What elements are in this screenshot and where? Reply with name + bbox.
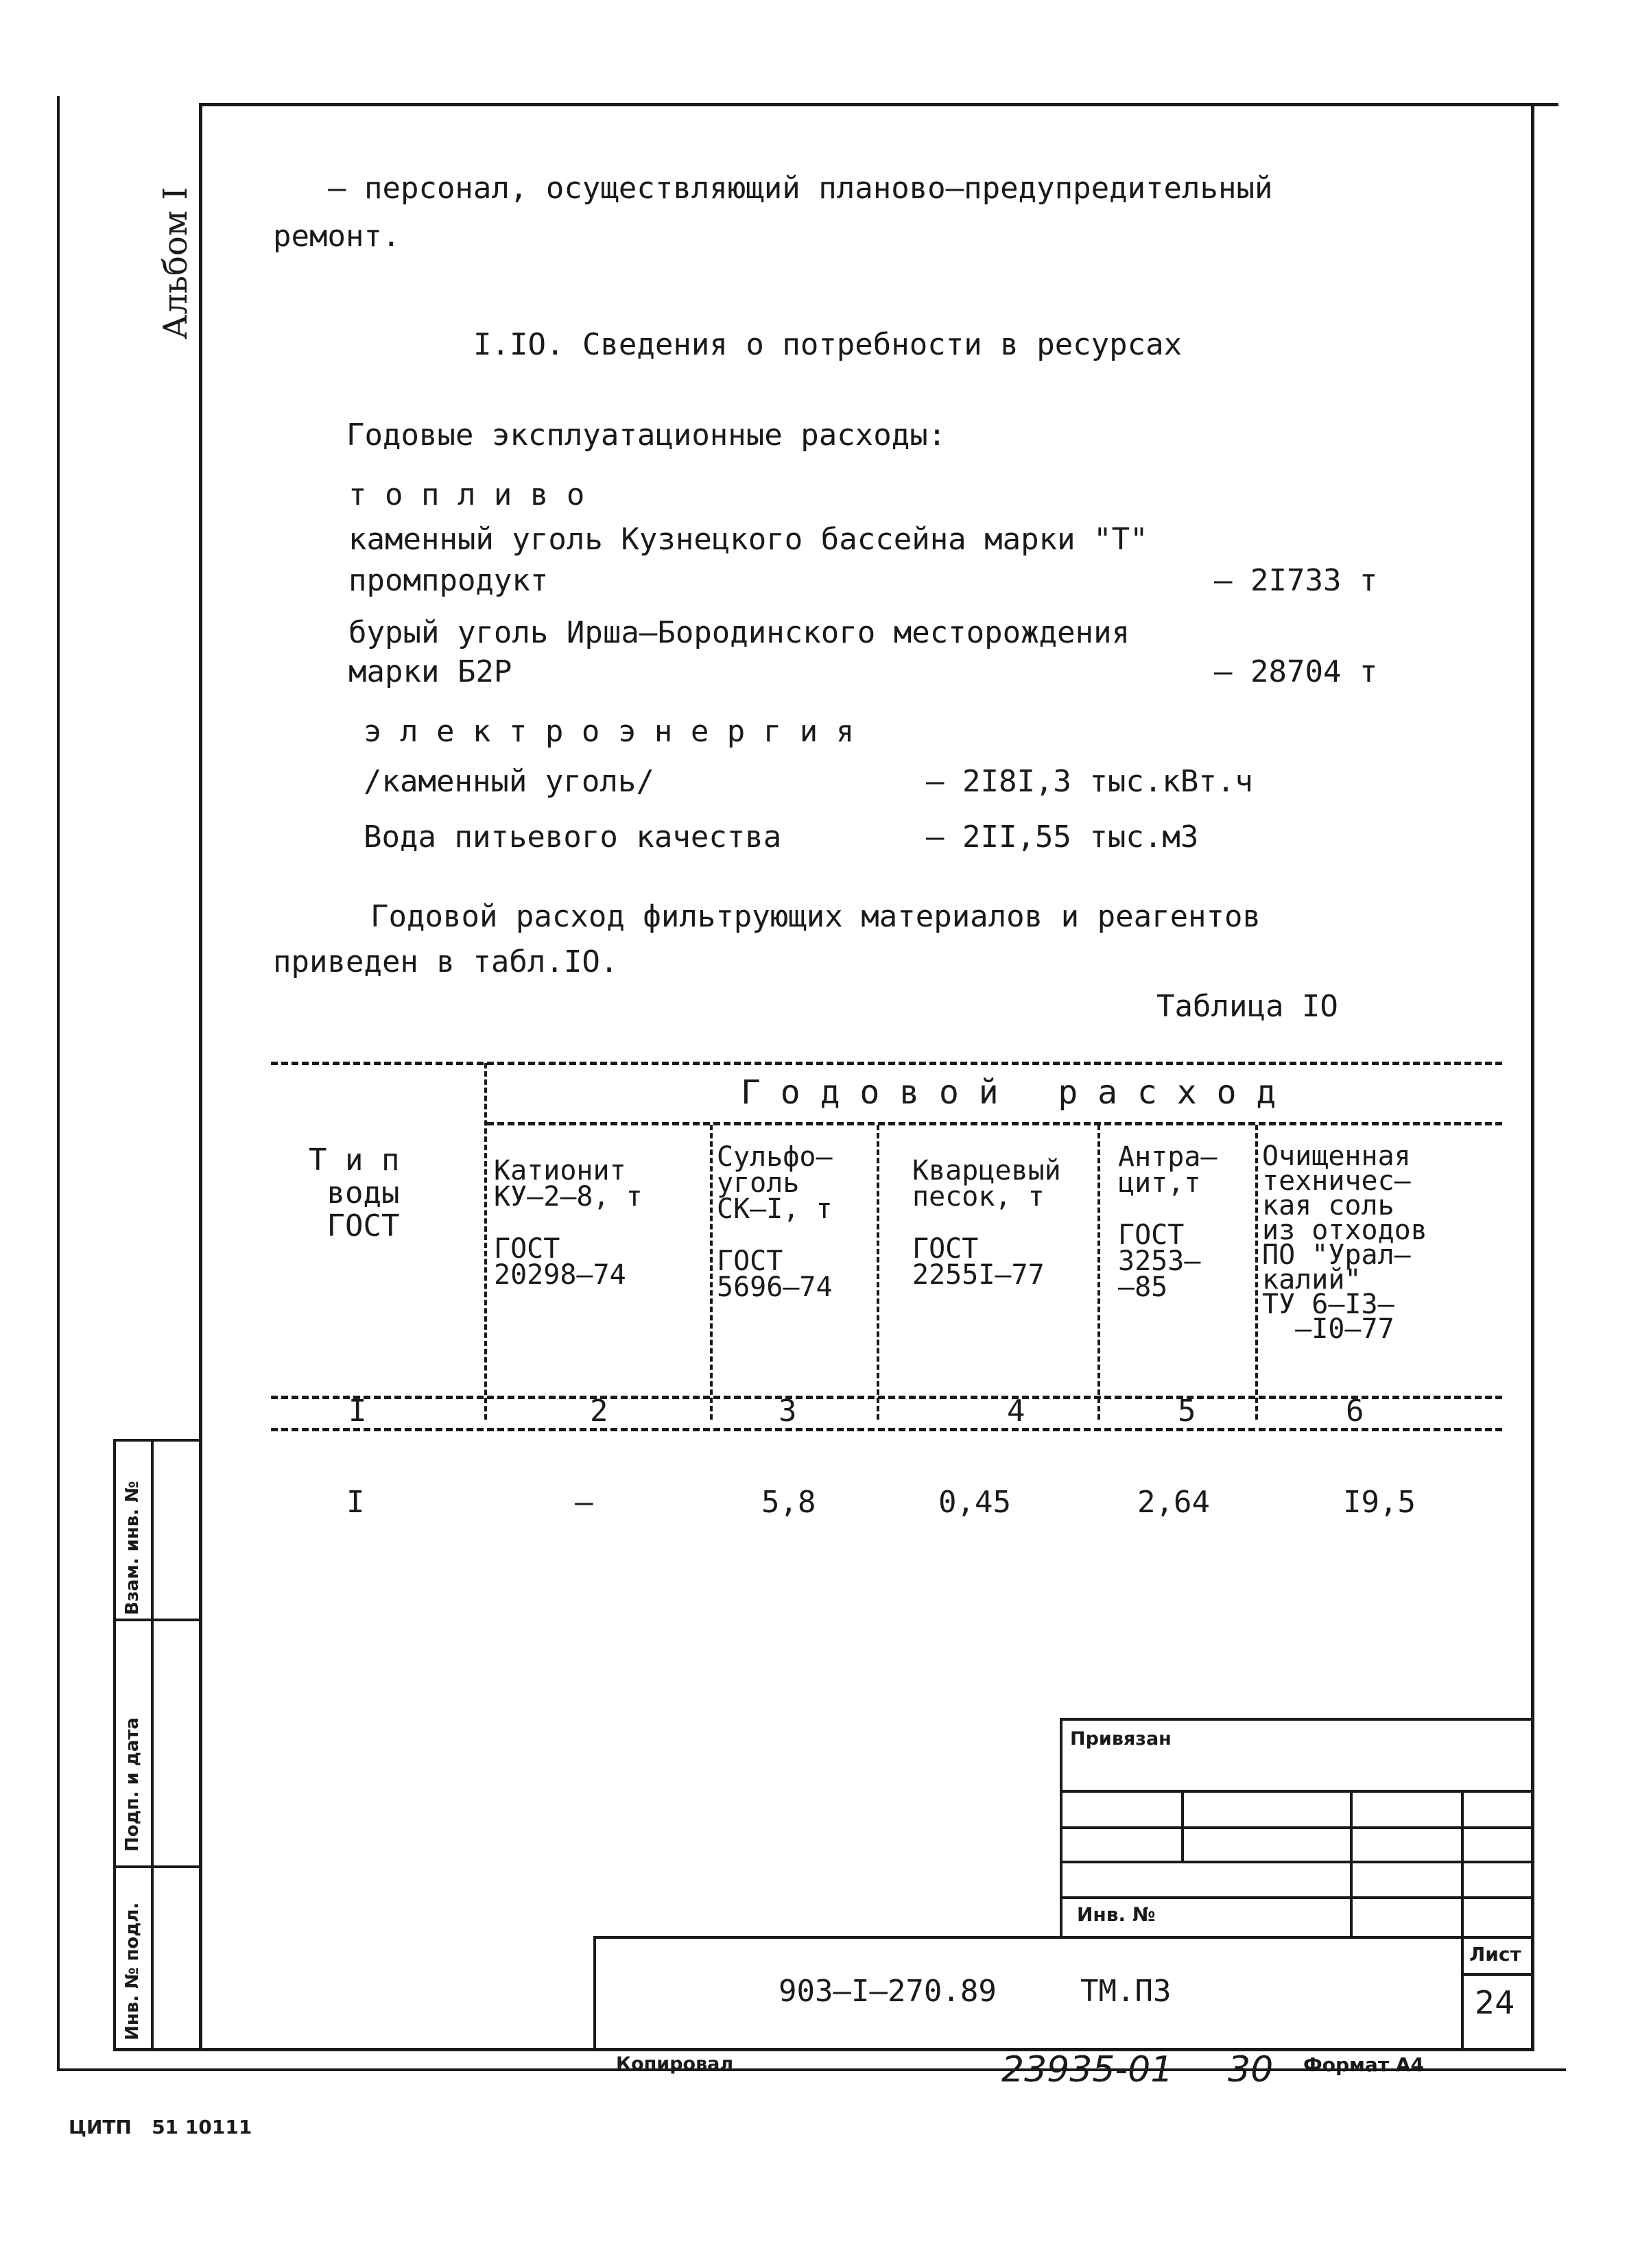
privyazan-label: Привязан <box>1070 1728 1172 1750</box>
coal-value: – 2I733 т <box>1214 563 1378 598</box>
col-number-4: 4 <box>1007 1394 1025 1429</box>
format-label: Формат А4 <box>1303 2053 1424 2076</box>
col-number-3: 3 <box>779 1394 797 1429</box>
stamp-vline-2 <box>1350 1790 1353 1937</box>
group-header: Г о д о в о й р а с х о д <box>741 1073 1276 1112</box>
intro-line-1: – персонал, осуществляющий планово–предупредительный <box>328 171 1273 206</box>
electricity-coal-value: – 2I8I,3 тыс.кВт.ч <box>926 764 1253 799</box>
print-mark: ЦИТП 51 10111 <box>69 2116 252 2138</box>
col-number-5: 5 <box>1178 1394 1196 1429</box>
handwritten-sheet: 30 <box>1228 2049 1274 2090</box>
document-suffix: ТМ.ПЗ <box>1080 1974 1172 2009</box>
fuel-label: т о п л и в о <box>348 477 585 512</box>
col-divider-4 <box>1097 1125 1100 1420</box>
outer-left-line <box>57 96 60 2071</box>
sheet-label: Лист <box>1469 1943 1521 1966</box>
row-type-value: I <box>346 1485 365 1520</box>
filter-line-1: Годовой расход фильтрующих материалов и реагентов <box>370 899 1261 934</box>
strip-top <box>113 1439 201 1442</box>
filter-line-2: приведен в табл.IO. <box>273 944 619 979</box>
inv-podl-label: Инв. № подл. <box>122 1902 143 2040</box>
section-title: I.IO. Сведения о потребности в ресурсах <box>473 327 1183 362</box>
col-divider-3 <box>877 1125 879 1420</box>
sheet-number: 24 <box>1475 1984 1515 2021</box>
electricity-coal-label: /каменный уголь/ <box>364 764 654 799</box>
annual-heading: Годовые эксплуатационные расходы: <box>346 418 947 453</box>
water-value: – 2II,55 тыс.м3 <box>926 820 1199 855</box>
col-anthracite-header: Антра– цит,т ГОСТ 3253– –85 <box>1118 1141 1218 1303</box>
col-number-1: I <box>348 1394 367 1429</box>
frame-bottom <box>113 2048 1534 2051</box>
coal-line-2: промпродукт <box>348 563 549 598</box>
stamp-main-top <box>593 1936 1534 1939</box>
strip-left <box>113 1439 116 2051</box>
frame-top <box>199 103 1558 106</box>
row-sulfocoal-value: 5,8 <box>761 1485 816 1520</box>
document-code: 903–I–270.89 <box>779 1974 997 2009</box>
frame-left <box>199 103 202 2051</box>
strip-div1 <box>113 1619 201 1621</box>
header-bottom-line-1 <box>271 1396 1502 1399</box>
col-divider-1 <box>484 1063 487 1420</box>
frame-right <box>1531 103 1534 2051</box>
col-type-header: Т и п воды ГОСТ <box>309 1143 400 1243</box>
row-quartz-value: 0,45 <box>938 1485 1011 1520</box>
col-number-6: 6 <box>1346 1394 1364 1429</box>
col-quartz-header: Кварцевый песок, т ГОСТ 2255I–77 <box>912 1155 1061 1291</box>
stamp-main-left <box>593 1936 596 2049</box>
row-anthracite-value: 2,64 <box>1137 1485 1210 1520</box>
strip-mid <box>151 1439 154 2051</box>
col-sulfocoal-header: Сульфо– уголь СК–I, т ГОСТ 5696–74 <box>717 1141 833 1303</box>
stamp-sheet-line <box>1461 1973 1534 1976</box>
row-salt-value: I9,5 <box>1343 1485 1416 1520</box>
group-header-line <box>487 1122 1502 1125</box>
kopiroval-label: Копировал <box>616 2053 734 2075</box>
col-cationite-header: Катионит КУ–2–8, т ГОСТ 20298–74 <box>494 1155 643 1291</box>
col-divider-5 <box>1255 1125 1258 1420</box>
header-bottom-line-2 <box>271 1428 1502 1431</box>
stamp-vline-3 <box>1461 1790 1464 2049</box>
table-caption: Таблица IO <box>1156 989 1338 1024</box>
handwritten-number: 23935-01 <box>1001 2049 1174 2090</box>
inv-no-label: Инв. № <box>1077 1903 1156 1926</box>
stamp-privyazan-top <box>1060 1718 1534 1721</box>
col-salt-header: Очищенная техничес– кая соль из отходов ПО "Урал– калий" ТУ 6–I3– –I0–77 <box>1262 1141 1427 1345</box>
row-cationite-value: – <box>575 1485 593 1520</box>
col-number-2: 2 <box>590 1394 608 1429</box>
stamp-vline-1 <box>1181 1790 1184 1862</box>
podp-data-label: Подп. и дата <box>122 1717 143 1852</box>
vzam-inv-label: Взам. инв. № <box>122 1481 143 1615</box>
brown-coal-value: – 28704 т <box>1214 654 1378 689</box>
col-divider-2 <box>710 1125 713 1420</box>
table-top-line <box>271 1062 1502 1065</box>
brown-coal-line-1: бурый уголь Ирша–Бородинского месторождения <box>348 615 1130 650</box>
electricity-label: э л е к т р о э н е р г и я <box>364 714 855 749</box>
brown-coal-line-2: марки Б2Р <box>348 654 512 689</box>
intro-line-2: ремонт. <box>273 219 401 254</box>
album-label: Альбом I <box>156 187 195 339</box>
strip-div2 <box>113 1865 201 1868</box>
coal-line-1: каменный уголь Кузнецкого бассейна марки "Т" <box>348 522 1148 557</box>
water-label: Вода питьевого качества <box>364 820 782 855</box>
